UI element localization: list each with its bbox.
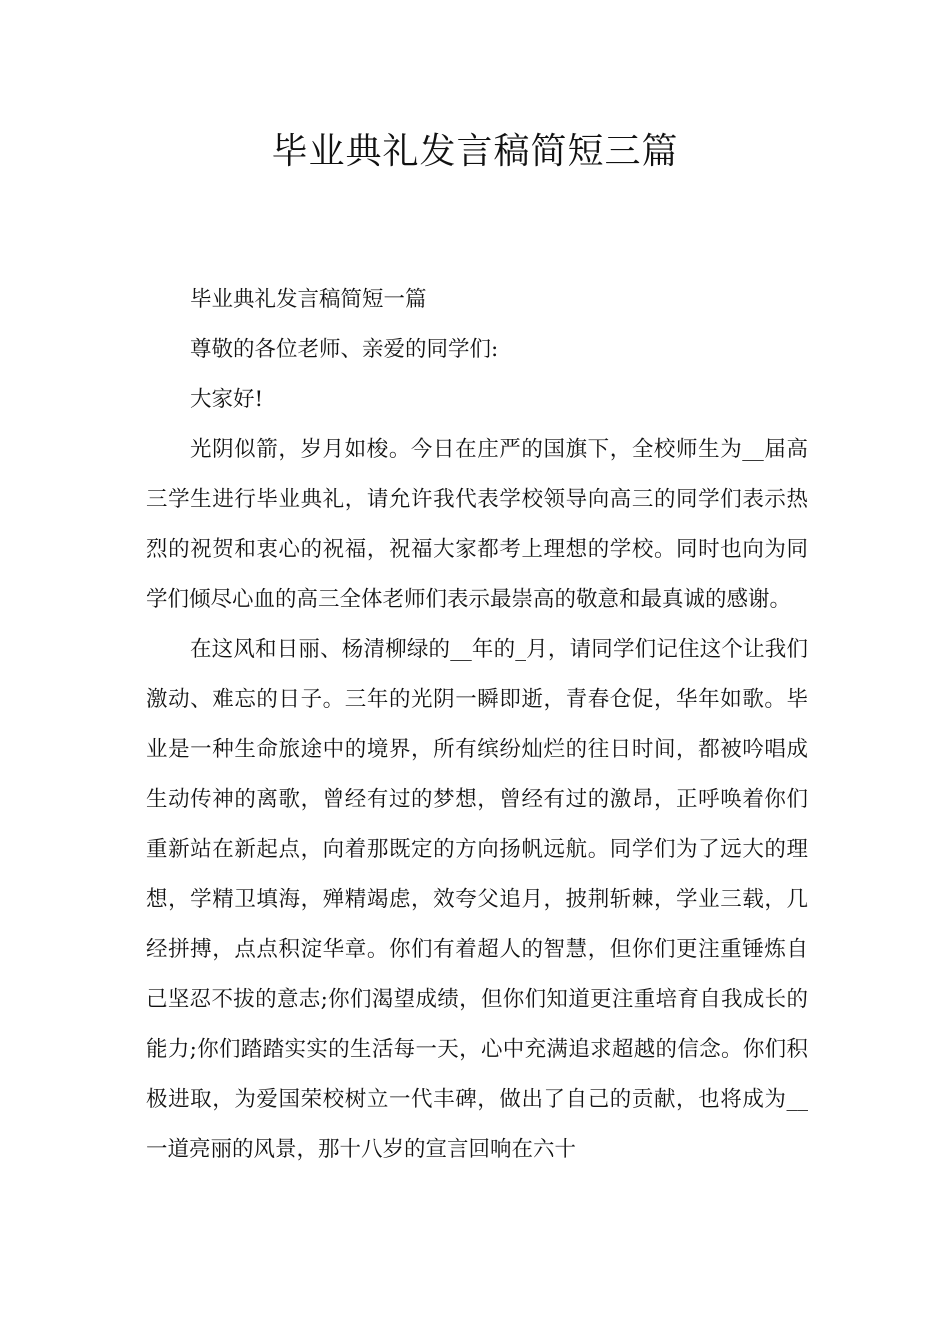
salutation: 尊敬的各位老师、亲爱的同学们: xyxy=(190,337,499,362)
document-title: 毕业典礼发言稿简短三篇 xyxy=(271,131,679,172)
paragraph: 在这风和日丽、杨清柳绿的__年的_月，请同学们记住这个让我们激动、难忘的日子。三年的光阴一瞬即逝，青春仓促，华年如歌。毕业是一种生命旅途中的境界，所有缤纷灿烂的往日时间，都被吟唱成生动传神的离歌，曾经有过的梦想，曾经有过的激昂，正呼唤着你们重新站在新起点，向着那既定的方向扬帆远航。同学们为了远大的理想，学精卫填海，殚精竭虑，效夸父追月，披荆斩棘，学业三载，几经拼搏，点点积淀华章。你们有着超人的智慧，但你们更注重锤炼自己坚忍不拔的意志;你们渴望成绩，但你们知道更注重培育自我成长的能力;你们踏踏实实的生活每一天，心中充满追求超越的信念。你们积极进取，为爱国荣校树立一代丰碑，做出了自己的贡献，也将成为__一道亮丽的风景，那十八岁的宣言回响在六十 xyxy=(146,637,808,1162)
paragraph: 光阴似箭，岁月如梭。今日在庄严的国旗下，全校师生为__届高三学生进行毕业典礼，请允许我代表学校领导向高三的同学们表示热烈的祝贺和衷心的祝福，祝福大家都考上理想的学校。同时也向为同学们倾尽心血的高三全体老师们表示最崇高的敬意和最真诚的感谢。 xyxy=(146,437,808,612)
document-body xyxy=(146,275,808,1175)
greeting: 大家好! xyxy=(190,387,264,412)
section-heading: 毕业典礼发言稿简短一篇 xyxy=(190,287,427,312)
